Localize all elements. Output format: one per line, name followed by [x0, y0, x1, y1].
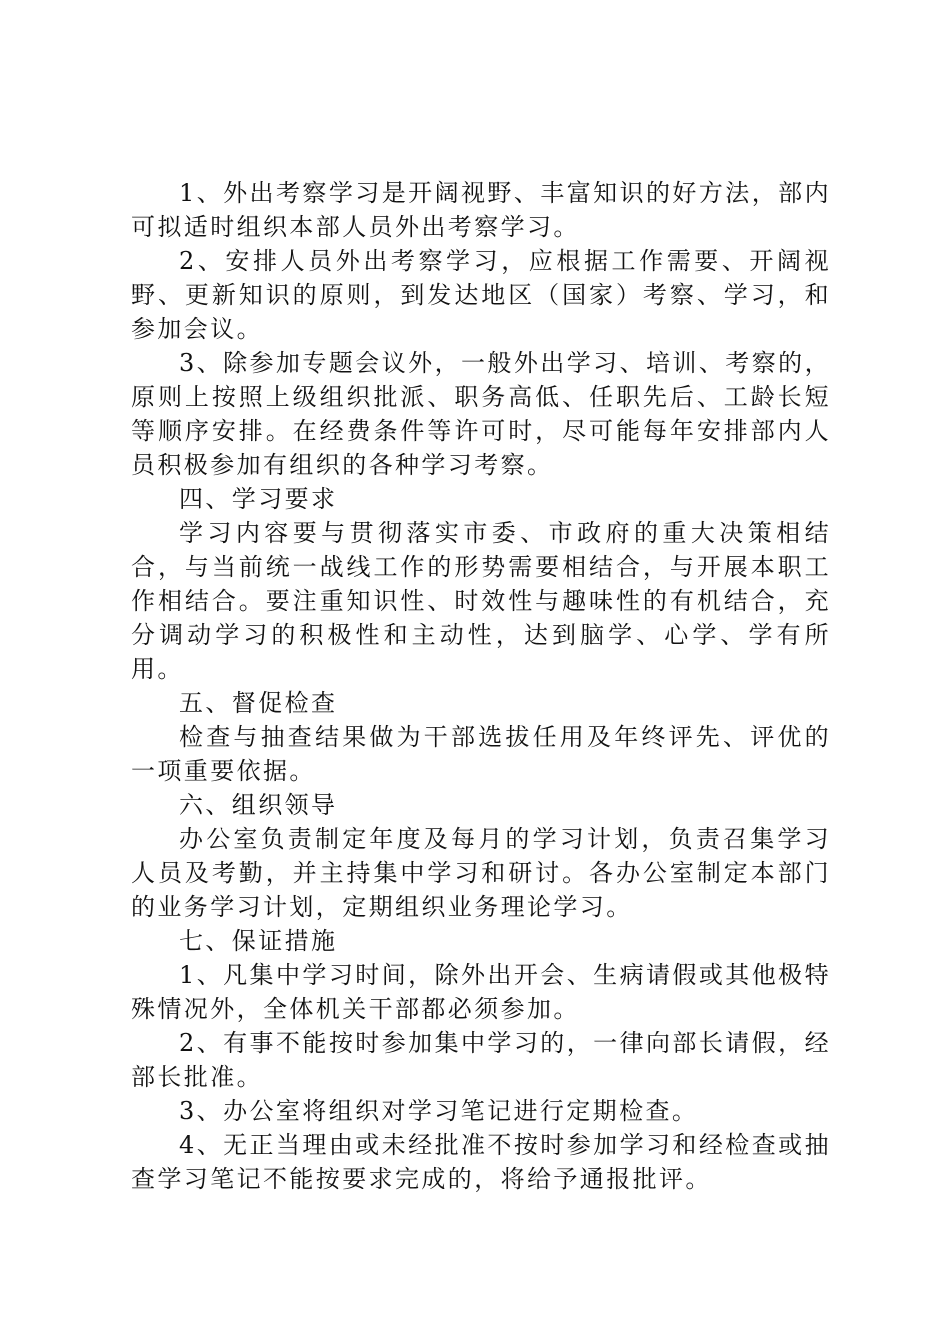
paragraph-study-tour-3: 3、除参加专题会议外，一般外出学习、培训、考察的，原则上按照上级组织批派、职务高低、任职先后、工龄长短等顺序安排。在经费条件等许可时，尽可能每年安排部内人员积极参加有组织的各种学习考察。	[131, 349, 831, 479]
section-heading-inspection: 五、督促检查	[179, 689, 338, 717]
section-heading-leadership: 六、组织领导	[179, 791, 338, 819]
paragraph-study-tour-1: 1、外出考察学习是开阔视野、丰富知识的好方法，部内可拟适时组织本部人员外出考察学习。	[131, 179, 831, 241]
section-heading-measures: 七、保证措施	[179, 927, 338, 955]
section-heading-requirements: 四、学习要求	[179, 485, 338, 513]
paragraph-measures-3: 3、办公室将组织对学习笔记进行定期检查。	[179, 1097, 699, 1125]
paragraph-measures-2: 2、有事不能按时参加集中学习的，一律向部长请假，经部长批准。	[131, 1029, 831, 1091]
paragraph-requirements: 学习内容要与贯彻落实市委、市政府的重大决策相结合，与当前统一战线工作的形势需要相结合，与开展本职工作相结合。要注重知识性、时效性与趣味性的有机结合，充分调动学习的积极性和主动性，达到脑学、心学、学有所用。	[131, 519, 831, 683]
document-body	[131, 176, 831, 1196]
paragraph-inspection: 检查与抽查结果做为干部选拔任用及年终评先、评优的一项重要依据。	[131, 723, 831, 785]
paragraph-study-tour-2: 2、安排人员外出考察学习，应根据工作需要、开阔视野、更新知识的原则，到发达地区（国家）考察、学习，和参加会议。	[131, 247, 831, 343]
paragraph-measures-4: 4、无正当理由或未经批准不按时参加学习和经检查或抽查学习笔记不能按要求完成的，将给予通报批评。	[131, 1131, 831, 1193]
paragraph-leadership: 办公室负责制定年度及每月的学习计划，负责召集学习人员及考勤，并主持集中学习和研讨。各办公室制定本部门的业务学习计划，定期组织业务理论学习。	[131, 825, 831, 921]
paragraph-measures-1: 1、凡集中学习时间，除外出开会、生病请假或其他极特殊情况外，全体机关干部都必须参加。	[131, 961, 831, 1023]
